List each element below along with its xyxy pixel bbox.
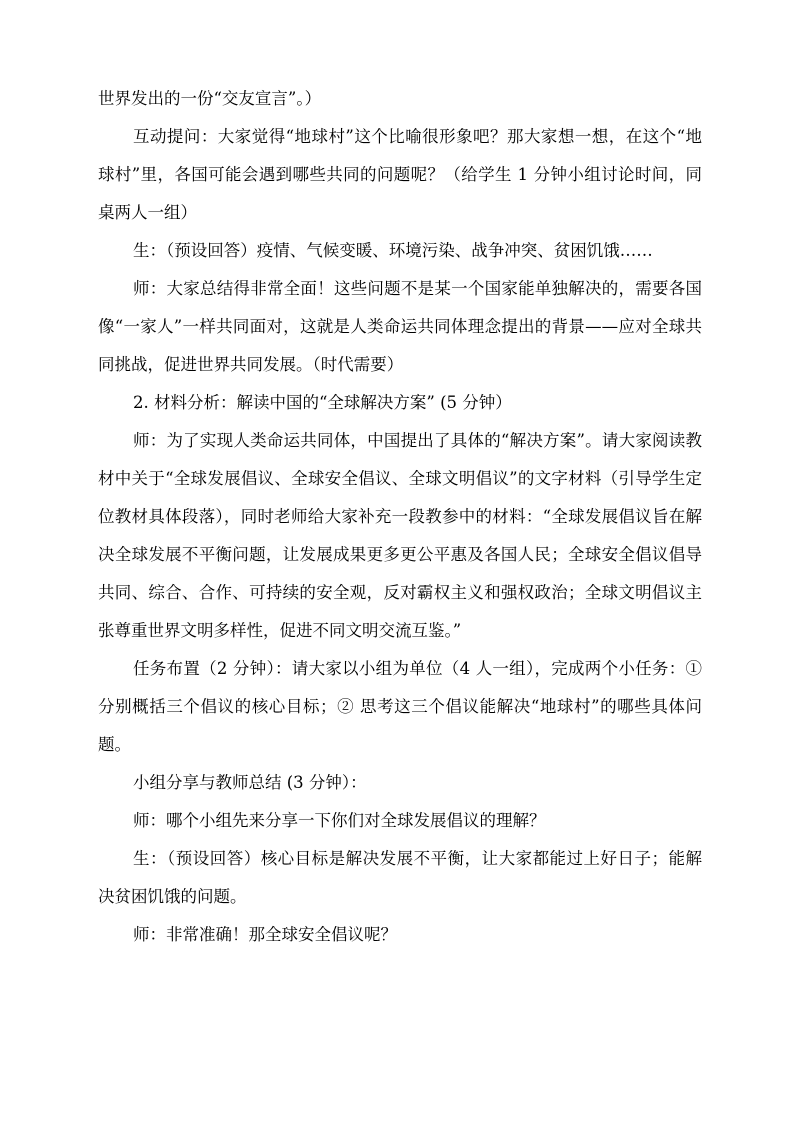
paragraph-continuation: 世界发出的一份“交友宣言”。） — [98, 89, 322, 108]
paragraph-group-sharing-heading: 小组分享与教师总结 (3 分钟）： — [133, 773, 367, 792]
paragraph-student-answer-1: 生：（预设回答）疫情、气候变暖、环境污染、战争冲突、贫困饥饿…… — [133, 241, 653, 260]
paragraph-teacher-followup: 师：非常准确！那全球安全倡议呢？ — [133, 925, 397, 944]
section-heading-material-analysis: 2. 材料分析：解读中国的“全球解决方案” (5 分钟） — [133, 393, 512, 412]
paragraph-interactive-question: 互动提问：大家觉得“地球村”这个比喻很形象吧？那大家想一想，在这个“地球村”里，各国可能会遇到哪些共同的问题呢？（给学生 1 分钟小组讨论时间，同桌两人一组） — [98, 127, 702, 222]
paragraph-task-assignment: 任务布置（2 分钟）：请大家以小组为单位（4 人一组），完成两个小任务：① 分别概括三个倡议的核心目标；② 思考这三个倡议能解决“地球村”的哪些具体问题。 — [98, 659, 702, 754]
paragraph-teacher-material: 师：为了实现人类命运共同体，中国提出了具体的“解决方案”。请大家阅读教材中关于“全球发展倡议、全球安全倡议、全球文明倡议”的文字材料（引导学生定位教材具体段落），同时老师给大家补充一段教参中的材料：“全球发展倡议旨在解决全球发展不平衡问题，让发展成果更多更公平惠及各国人民；全球安全倡议倡导共同、综合、合作、可持续的安全观，反对霸权主义和强权政治；全球文明倡议主张尊重世界文明多样性，促进不同文明交流互鉴。” — [98, 431, 702, 640]
paragraph-teacher-summary-1: 师：大家总结得非常全面！这些问题不是某一个国家能单独解决的，需要各国像“一家人”一样共同面对，这就是人类命运共同体理念提出的背景——应对全球共同挑战，促进世界共同发展。（时代需要） — [98, 279, 702, 374]
paragraph-teacher-question: 师：哪个小组先来分享一下你们对全球发展倡议的理解？ — [133, 811, 546, 830]
paragraph-student-answer-2: 生：（预设回答）核心目标是解决发展不平衡，让大家都能过上好日子；能解决贫困饥饿的问题。 — [98, 849, 702, 906]
